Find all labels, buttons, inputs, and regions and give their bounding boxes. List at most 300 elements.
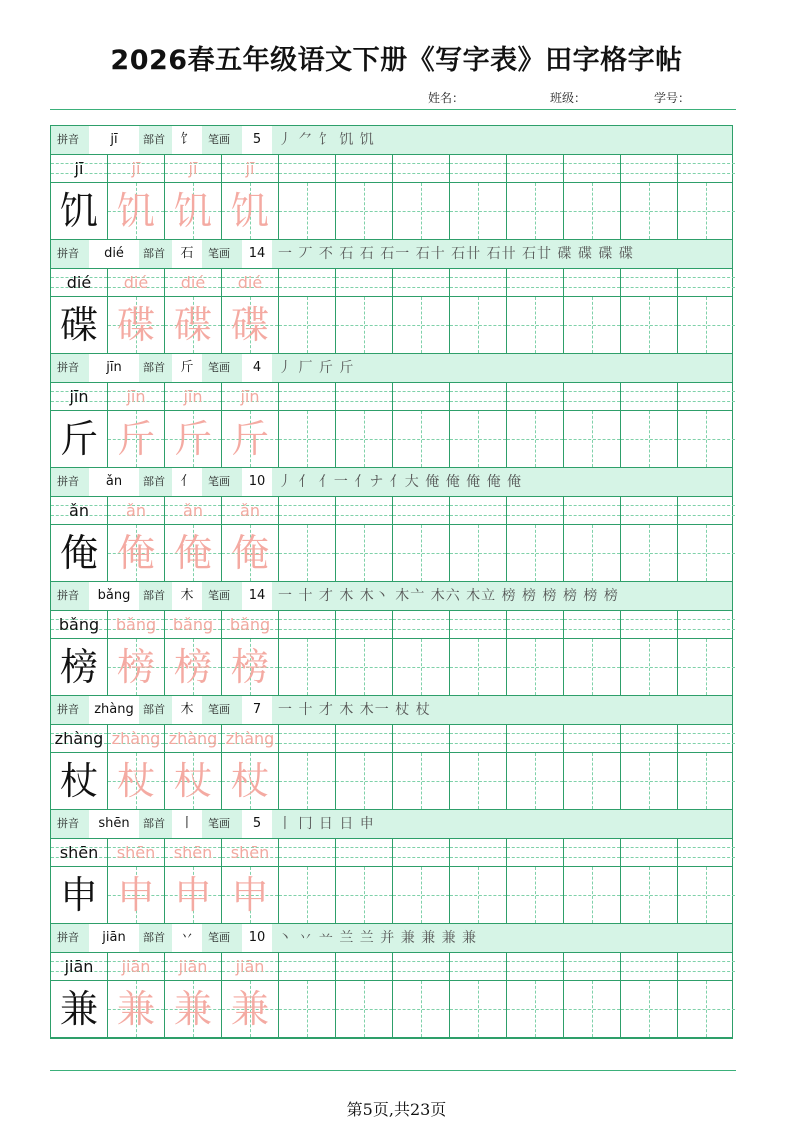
pinyin-practice-row bbox=[51, 725, 732, 753]
tian-grid-vertical bbox=[421, 981, 422, 1037]
character-trace-cell bbox=[222, 981, 279, 1037]
pinyin-blank-cell[interactable] bbox=[336, 155, 393, 182]
character-trace: 俺 bbox=[230, 531, 269, 575]
pinyin-blank-cell[interactable] bbox=[564, 725, 621, 752]
pinyin-blank-cell[interactable] bbox=[450, 839, 507, 866]
character-blank-cell[interactable] bbox=[336, 411, 393, 467]
tian-grid-vertical bbox=[364, 867, 365, 923]
pinyin-blank-cell[interactable] bbox=[279, 953, 336, 980]
stroke-count-value: 14 bbox=[242, 240, 272, 268]
character-trace: 榜 bbox=[116, 645, 155, 689]
character-blank-cell[interactable] bbox=[564, 867, 621, 923]
pinyin-blank-cell[interactable] bbox=[450, 611, 507, 638]
character-blank-cell[interactable] bbox=[507, 183, 564, 239]
character-blank-cell[interactable] bbox=[678, 639, 735, 695]
pinyin-guide-line bbox=[678, 847, 735, 848]
pinyin-guide-line bbox=[450, 401, 506, 402]
pinyin-trace: zhàng bbox=[168, 729, 218, 748]
pinyin-guide-line bbox=[678, 857, 735, 858]
pinyin-blank-cell[interactable] bbox=[678, 611, 735, 638]
tian-grid-vertical bbox=[421, 753, 422, 809]
character-trace-cell bbox=[108, 411, 165, 467]
pinyin-trace: bǎng bbox=[172, 615, 214, 634]
pinyin-blank-cell[interactable] bbox=[507, 269, 564, 296]
pinyin-guide-line bbox=[336, 173, 392, 174]
character-blank-cell[interactable] bbox=[678, 981, 735, 1037]
pinyin-trace-cell bbox=[165, 839, 222, 866]
tian-grid-vertical bbox=[478, 525, 479, 581]
pinyin-trace-cell bbox=[108, 383, 165, 410]
character-blank-cell[interactable] bbox=[393, 411, 450, 467]
character-blank-cell[interactable] bbox=[393, 639, 450, 695]
pinyin-blank-cell[interactable] bbox=[393, 725, 450, 752]
pinyin-blank-cell[interactable] bbox=[279, 269, 336, 296]
pinyin-guide-line bbox=[564, 847, 620, 848]
pinyin-guide-line bbox=[279, 515, 335, 516]
pinyin-guide-line bbox=[507, 857, 563, 858]
tian-grid-vertical bbox=[535, 981, 536, 1037]
pinyin-blank-cell[interactable] bbox=[393, 953, 450, 980]
pinyin-guide-line bbox=[336, 505, 392, 506]
tian-grid-vertical bbox=[535, 639, 536, 695]
pinyin-trace-cell bbox=[108, 269, 165, 296]
pinyin-guide-line bbox=[279, 505, 335, 506]
pinyin-blank-cell[interactable] bbox=[279, 383, 336, 410]
character-trace-cell bbox=[165, 411, 222, 467]
pinyin-guide-line bbox=[621, 391, 677, 392]
stroke-order: 丿 厂 斤 斤 bbox=[278, 360, 355, 376]
tian-grid-vertical bbox=[421, 411, 422, 467]
character-blank-cell[interactable] bbox=[564, 753, 621, 809]
tian-grid-vertical bbox=[706, 525, 707, 581]
character-blank-cell[interactable] bbox=[279, 525, 336, 581]
character-blank-cell[interactable] bbox=[393, 183, 450, 239]
character-blank-cell[interactable] bbox=[393, 525, 450, 581]
character-blank-cell[interactable] bbox=[450, 183, 507, 239]
radical-label: 部首 bbox=[143, 931, 165, 944]
character-blank-cell[interactable] bbox=[336, 639, 393, 695]
pinyin-blank-cell[interactable] bbox=[393, 497, 450, 524]
pinyin-guide-line bbox=[507, 961, 563, 962]
character-blank-cell[interactable] bbox=[450, 753, 507, 809]
character-block bbox=[51, 240, 732, 354]
pinyin-guide-line bbox=[678, 287, 735, 288]
pinyin-guide-line bbox=[279, 163, 335, 164]
radical-value: 木 bbox=[172, 582, 202, 610]
pinyin-blank-cell[interactable] bbox=[507, 383, 564, 410]
pinyin-guide-line bbox=[507, 971, 563, 972]
character-blank-cell[interactable] bbox=[621, 297, 678, 353]
character-model: 俺 bbox=[59, 531, 98, 575]
character-model-cell bbox=[51, 183, 108, 239]
character-blank-cell[interactable] bbox=[393, 981, 450, 1037]
pinyin-guide-line bbox=[393, 619, 449, 620]
tian-grid-vertical bbox=[307, 981, 308, 1037]
radical-label: 部首 bbox=[143, 589, 165, 602]
character-blank-cell[interactable] bbox=[678, 525, 735, 581]
character-blank-cell[interactable] bbox=[279, 867, 336, 923]
pinyin-blank-cell[interactable] bbox=[450, 269, 507, 296]
character-blank-cell[interactable] bbox=[507, 981, 564, 1037]
pinyin-guide-line bbox=[450, 857, 506, 858]
character-practice-row bbox=[51, 753, 732, 810]
pinyin-value: jī bbox=[89, 126, 139, 154]
character-trace: 兼 bbox=[173, 987, 212, 1031]
character-blank-cell[interactable] bbox=[678, 297, 735, 353]
pinyin-guide-line bbox=[564, 857, 620, 858]
pinyin-blank-cell[interactable] bbox=[450, 155, 507, 182]
character-blank-cell[interactable] bbox=[621, 867, 678, 923]
practice-sheet bbox=[50, 125, 733, 1039]
character-blank-cell[interactable] bbox=[450, 981, 507, 1037]
pinyin-guide-line bbox=[621, 277, 677, 278]
pinyin-blank-cell[interactable] bbox=[336, 725, 393, 752]
pinyin-trace-cell bbox=[108, 155, 165, 182]
pinyin-blank-cell[interactable] bbox=[564, 383, 621, 410]
character-blank-cell[interactable] bbox=[393, 753, 450, 809]
character-info-bar bbox=[51, 468, 732, 497]
character-blank-cell[interactable] bbox=[336, 183, 393, 239]
pinyin-blank-cell[interactable] bbox=[621, 269, 678, 296]
character-blank-cell[interactable] bbox=[450, 297, 507, 353]
pinyin-value: jiān bbox=[89, 924, 139, 952]
stroke-order: 一 丆 不 石 石 石一 石十 石卄 石卄 石廿 碟 碟 碟 碟 bbox=[278, 246, 634, 262]
stroke-order: 丶 丷 䒑 兰 兰 并 兼 兼 兼 兼 bbox=[278, 930, 478, 946]
tian-grid-vertical bbox=[478, 639, 479, 695]
character-blank-cell[interactable] bbox=[621, 183, 678, 239]
character-blank-cell[interactable] bbox=[564, 411, 621, 467]
pinyin-blank-cell[interactable] bbox=[336, 839, 393, 866]
pinyin-blank-cell[interactable] bbox=[507, 497, 564, 524]
pinyin-blank-cell[interactable] bbox=[564, 839, 621, 866]
character-blank-cell[interactable] bbox=[678, 411, 735, 467]
pinyin-blank-cell[interactable] bbox=[507, 839, 564, 866]
pinyin-guide-line bbox=[564, 401, 620, 402]
character-trace-cell bbox=[108, 183, 165, 239]
pinyin-trace: ǎn bbox=[240, 501, 260, 520]
stroke-count-value: 5 bbox=[242, 126, 272, 154]
pinyin-guide-line bbox=[507, 733, 563, 734]
pinyin-guide-line bbox=[621, 961, 677, 962]
character-blank-cell[interactable] bbox=[336, 297, 393, 353]
pinyin-blank-cell[interactable] bbox=[678, 953, 735, 980]
tian-grid-vertical bbox=[478, 867, 479, 923]
pinyin-practice-row bbox=[51, 953, 732, 981]
pinyin-blank-cell[interactable] bbox=[393, 383, 450, 410]
character-model: 兼 bbox=[59, 987, 98, 1031]
pinyin-blank-cell[interactable] bbox=[336, 953, 393, 980]
character-blank-cell[interactable] bbox=[507, 411, 564, 467]
pinyin-guide-line bbox=[621, 733, 677, 734]
character-practice-row bbox=[51, 183, 732, 240]
pinyin-guide-line bbox=[678, 163, 735, 164]
character-block bbox=[51, 468, 732, 582]
pinyin-trace-cell bbox=[222, 155, 279, 182]
pinyin-guide-line bbox=[678, 505, 735, 506]
stroke-order: 丨 冂 日 日 申 bbox=[278, 816, 375, 832]
pinyin-guide-line bbox=[393, 971, 449, 972]
pinyin-guide-line bbox=[279, 287, 335, 288]
tian-grid-vertical bbox=[535, 297, 536, 353]
pinyin-trace: bǎng bbox=[115, 615, 157, 634]
pinyin-guide-line bbox=[678, 391, 735, 392]
pinyin-guide-line bbox=[507, 401, 563, 402]
pinyin-trace: shēn bbox=[173, 843, 213, 862]
character-model-cell bbox=[51, 867, 108, 923]
character-blank-cell[interactable] bbox=[564, 981, 621, 1037]
character-trace: 榜 bbox=[230, 645, 269, 689]
stroke-count-value: 14 bbox=[242, 582, 272, 610]
tian-grid-vertical bbox=[421, 639, 422, 695]
pinyin-trace-cell bbox=[165, 269, 222, 296]
stroke-order: 一 十 才 木 木丶 木亠 木六 木立 榜 榜 榜 榜 榜 榜 bbox=[278, 588, 619, 604]
pinyin-value: ǎn bbox=[89, 468, 139, 496]
tian-grid-vertical bbox=[364, 753, 365, 809]
pinyin-model: shēn bbox=[59, 843, 99, 862]
pinyin-blank-cell[interactable] bbox=[279, 155, 336, 182]
pinyin-blank-cell[interactable] bbox=[678, 839, 735, 866]
pinyin-value: jīn bbox=[89, 354, 139, 382]
character-trace-cell bbox=[165, 981, 222, 1037]
character-practice-row bbox=[51, 981, 732, 1038]
name-field-label: 姓名： bbox=[428, 91, 465, 105]
pinyin-trace-cell bbox=[222, 383, 279, 410]
pinyin-trace-cell bbox=[108, 611, 165, 638]
strokes-label: 笔画 bbox=[208, 247, 230, 260]
character-blank-cell[interactable] bbox=[621, 639, 678, 695]
pinyin-blank-cell[interactable] bbox=[393, 839, 450, 866]
pinyin-blank-cell[interactable] bbox=[507, 611, 564, 638]
pinyin-model-cell bbox=[51, 269, 108, 296]
pinyin-guide-line bbox=[507, 847, 563, 848]
pinyin-guide-line bbox=[393, 961, 449, 962]
character-blank-cell[interactable] bbox=[621, 411, 678, 467]
pinyin-guide-line bbox=[450, 629, 506, 630]
character-blank-cell[interactable] bbox=[279, 639, 336, 695]
pinyin-guide-line bbox=[336, 857, 392, 858]
character-blank-cell[interactable] bbox=[564, 639, 621, 695]
character-blank-cell[interactable] bbox=[564, 297, 621, 353]
character-blank-cell[interactable] bbox=[336, 525, 393, 581]
character-blank-cell[interactable] bbox=[450, 639, 507, 695]
pinyin-trace-cell bbox=[108, 839, 165, 866]
radical-value: 木 bbox=[172, 696, 202, 724]
character-blank-cell[interactable] bbox=[336, 981, 393, 1037]
pinyin-model-cell bbox=[51, 611, 108, 638]
pinyin-model: ǎn bbox=[69, 501, 89, 520]
pinyin-practice-row bbox=[51, 155, 732, 183]
pinyin-guide-line bbox=[393, 163, 449, 164]
pinyin-guide-line bbox=[564, 505, 620, 506]
pinyin-blank-cell[interactable] bbox=[621, 383, 678, 410]
pinyin-guide-line bbox=[279, 971, 335, 972]
pinyin-blank-cell[interactable] bbox=[621, 155, 678, 182]
character-trace: 碟 bbox=[173, 303, 212, 347]
character-blank-cell[interactable] bbox=[507, 525, 564, 581]
pinyin-blank-cell[interactable] bbox=[621, 953, 678, 980]
pinyin-blank-cell[interactable] bbox=[678, 155, 735, 182]
pinyin-blank-cell[interactable] bbox=[564, 155, 621, 182]
pinyin-blank-cell[interactable] bbox=[621, 611, 678, 638]
pinyin-blank-cell[interactable] bbox=[564, 497, 621, 524]
character-info-bar bbox=[51, 354, 732, 383]
pinyin-blank-cell[interactable] bbox=[564, 953, 621, 980]
character-blank-cell[interactable] bbox=[279, 411, 336, 467]
pinyin-guide-line bbox=[450, 391, 506, 392]
character-blank-cell[interactable] bbox=[621, 981, 678, 1037]
pinyin-trace: ǎn bbox=[126, 501, 146, 520]
pinyin-guide-line bbox=[678, 515, 735, 516]
pinyin-guide-line bbox=[450, 971, 506, 972]
pinyin-blank-cell[interactable] bbox=[678, 725, 735, 752]
character-blank-cell[interactable] bbox=[507, 753, 564, 809]
pinyin-blank-cell[interactable] bbox=[279, 725, 336, 752]
pinyin-blank-cell[interactable] bbox=[678, 269, 735, 296]
character-trace-cell bbox=[165, 525, 222, 581]
tian-grid-vertical bbox=[364, 525, 365, 581]
pinyin-blank-cell[interactable] bbox=[393, 611, 450, 638]
pinyin-guide-line bbox=[279, 743, 335, 744]
character-blank-cell[interactable] bbox=[564, 525, 621, 581]
pinyin-blank-cell[interactable] bbox=[678, 383, 735, 410]
character-blank-cell[interactable] bbox=[336, 867, 393, 923]
pinyin-blank-cell[interactable] bbox=[450, 953, 507, 980]
pinyin-blank-cell[interactable] bbox=[621, 839, 678, 866]
pinyin-blank-cell[interactable] bbox=[336, 497, 393, 524]
tian-grid-vertical bbox=[706, 411, 707, 467]
tian-grid-vertical bbox=[706, 753, 707, 809]
pinyin-guide-line bbox=[678, 971, 735, 972]
pinyin-blank-cell[interactable] bbox=[450, 497, 507, 524]
pinyin-label: 拼音 bbox=[57, 475, 79, 488]
character-blank-cell[interactable] bbox=[678, 183, 735, 239]
character-block bbox=[51, 810, 732, 924]
pinyin-blank-cell[interactable] bbox=[279, 839, 336, 866]
pinyin-guide-line bbox=[279, 857, 335, 858]
character-blank-cell[interactable] bbox=[450, 867, 507, 923]
pinyin-blank-cell[interactable] bbox=[621, 497, 678, 524]
pinyin-blank-cell[interactable] bbox=[564, 269, 621, 296]
pinyin-blank-cell[interactable] bbox=[450, 725, 507, 752]
character-trace-cell bbox=[108, 639, 165, 695]
pinyin-guide-line bbox=[336, 971, 392, 972]
character-trace: 斤 bbox=[116, 417, 155, 461]
pinyin-trace-cell bbox=[222, 725, 279, 752]
character-info-bar bbox=[51, 240, 732, 269]
tian-grid-vertical bbox=[535, 753, 536, 809]
pinyin-guide-line bbox=[621, 401, 677, 402]
character-blank-cell[interactable] bbox=[678, 753, 735, 809]
character-blank-cell[interactable] bbox=[279, 753, 336, 809]
stroke-order: 丿 ⺈ 饣 饥 饥 bbox=[278, 132, 375, 148]
pinyin-blank-cell[interactable] bbox=[507, 155, 564, 182]
radical-value: 丷 bbox=[172, 924, 202, 952]
pinyin-guide-line bbox=[393, 857, 449, 858]
character-info-bar bbox=[51, 582, 732, 611]
character-trace: 兼 bbox=[116, 987, 155, 1031]
tian-grid-vertical bbox=[592, 183, 593, 239]
character-blank-cell[interactable] bbox=[564, 183, 621, 239]
pinyin-blank-cell[interactable] bbox=[336, 383, 393, 410]
page-number: 第5页,共23页 bbox=[346, 1100, 447, 1119]
tian-grid-vertical bbox=[307, 525, 308, 581]
character-blank-cell[interactable] bbox=[393, 867, 450, 923]
pinyin-guide-line bbox=[393, 505, 449, 506]
tian-grid-vertical bbox=[364, 297, 365, 353]
pinyin-model-cell bbox=[51, 155, 108, 182]
pinyin-guide-line bbox=[621, 629, 677, 630]
pinyin-trace-cell bbox=[222, 497, 279, 524]
pinyin-guide-line bbox=[621, 847, 677, 848]
character-trace-cell bbox=[165, 867, 222, 923]
character-trace: 申 bbox=[173, 873, 212, 917]
pinyin-trace-cell bbox=[165, 383, 222, 410]
tian-grid-vertical bbox=[364, 639, 365, 695]
pinyin-guide-line bbox=[621, 173, 677, 174]
pinyin-practice-row bbox=[51, 269, 732, 297]
character-blank-cell[interactable] bbox=[507, 867, 564, 923]
stroke-order: 丿 亻 亻一 亻ナ 亻大 俺 俺 俺 俺 俺 bbox=[278, 474, 523, 490]
pinyin-blank-cell[interactable] bbox=[279, 611, 336, 638]
pinyin-guide-line bbox=[336, 277, 392, 278]
character-blank-cell[interactable] bbox=[336, 753, 393, 809]
character-block bbox=[51, 696, 732, 810]
pinyin-blank-cell[interactable] bbox=[621, 725, 678, 752]
pinyin-blank-cell[interactable] bbox=[279, 497, 336, 524]
pinyin-guide-line bbox=[279, 173, 335, 174]
character-blank-cell[interactable] bbox=[279, 183, 336, 239]
pinyin-trace: dié bbox=[123, 273, 149, 292]
pinyin-label: 拼音 bbox=[57, 247, 79, 260]
character-blank-cell[interactable] bbox=[678, 867, 735, 923]
character-blank-cell[interactable] bbox=[621, 753, 678, 809]
tian-grid-vertical bbox=[592, 981, 593, 1037]
character-trace-cell bbox=[222, 753, 279, 809]
pinyin-blank-cell[interactable] bbox=[507, 725, 564, 752]
pinyin-label: 拼音 bbox=[57, 817, 79, 830]
character-blank-cell[interactable] bbox=[279, 981, 336, 1037]
character-blank-cell[interactable] bbox=[279, 297, 336, 353]
pinyin-label: 拼音 bbox=[57, 589, 79, 602]
pinyin-model: bǎng bbox=[58, 615, 100, 634]
pinyin-guide-line bbox=[507, 287, 563, 288]
pinyin-trace-cell bbox=[165, 497, 222, 524]
character-blank-cell[interactable] bbox=[450, 525, 507, 581]
pinyin-blank-cell[interactable] bbox=[678, 497, 735, 524]
character-model: 饥 bbox=[59, 189, 98, 233]
character-blank-cell[interactable] bbox=[507, 639, 564, 695]
pinyin-blank-cell[interactable] bbox=[393, 269, 450, 296]
pinyin-blank-cell[interactable] bbox=[450, 383, 507, 410]
pinyin-blank-cell[interactable] bbox=[336, 611, 393, 638]
character-blank-cell[interactable] bbox=[393, 297, 450, 353]
pinyin-guide-line bbox=[621, 857, 677, 858]
pinyin-guide-line bbox=[279, 277, 335, 278]
pinyin-guide-line bbox=[678, 173, 735, 174]
pinyin-trace-cell bbox=[165, 725, 222, 752]
pinyin-blank-cell[interactable] bbox=[564, 611, 621, 638]
character-model: 碟 bbox=[59, 303, 98, 347]
pinyin-blank-cell[interactable] bbox=[507, 953, 564, 980]
character-blank-cell[interactable] bbox=[507, 297, 564, 353]
pinyin-value: bǎng bbox=[89, 582, 139, 610]
character-trace: 申 bbox=[230, 873, 269, 917]
tian-grid-vertical bbox=[307, 411, 308, 467]
pinyin-blank-cell[interactable] bbox=[336, 269, 393, 296]
pinyin-blank-cell[interactable] bbox=[393, 155, 450, 182]
character-blank-cell[interactable] bbox=[450, 411, 507, 467]
character-blank-cell[interactable] bbox=[621, 525, 678, 581]
